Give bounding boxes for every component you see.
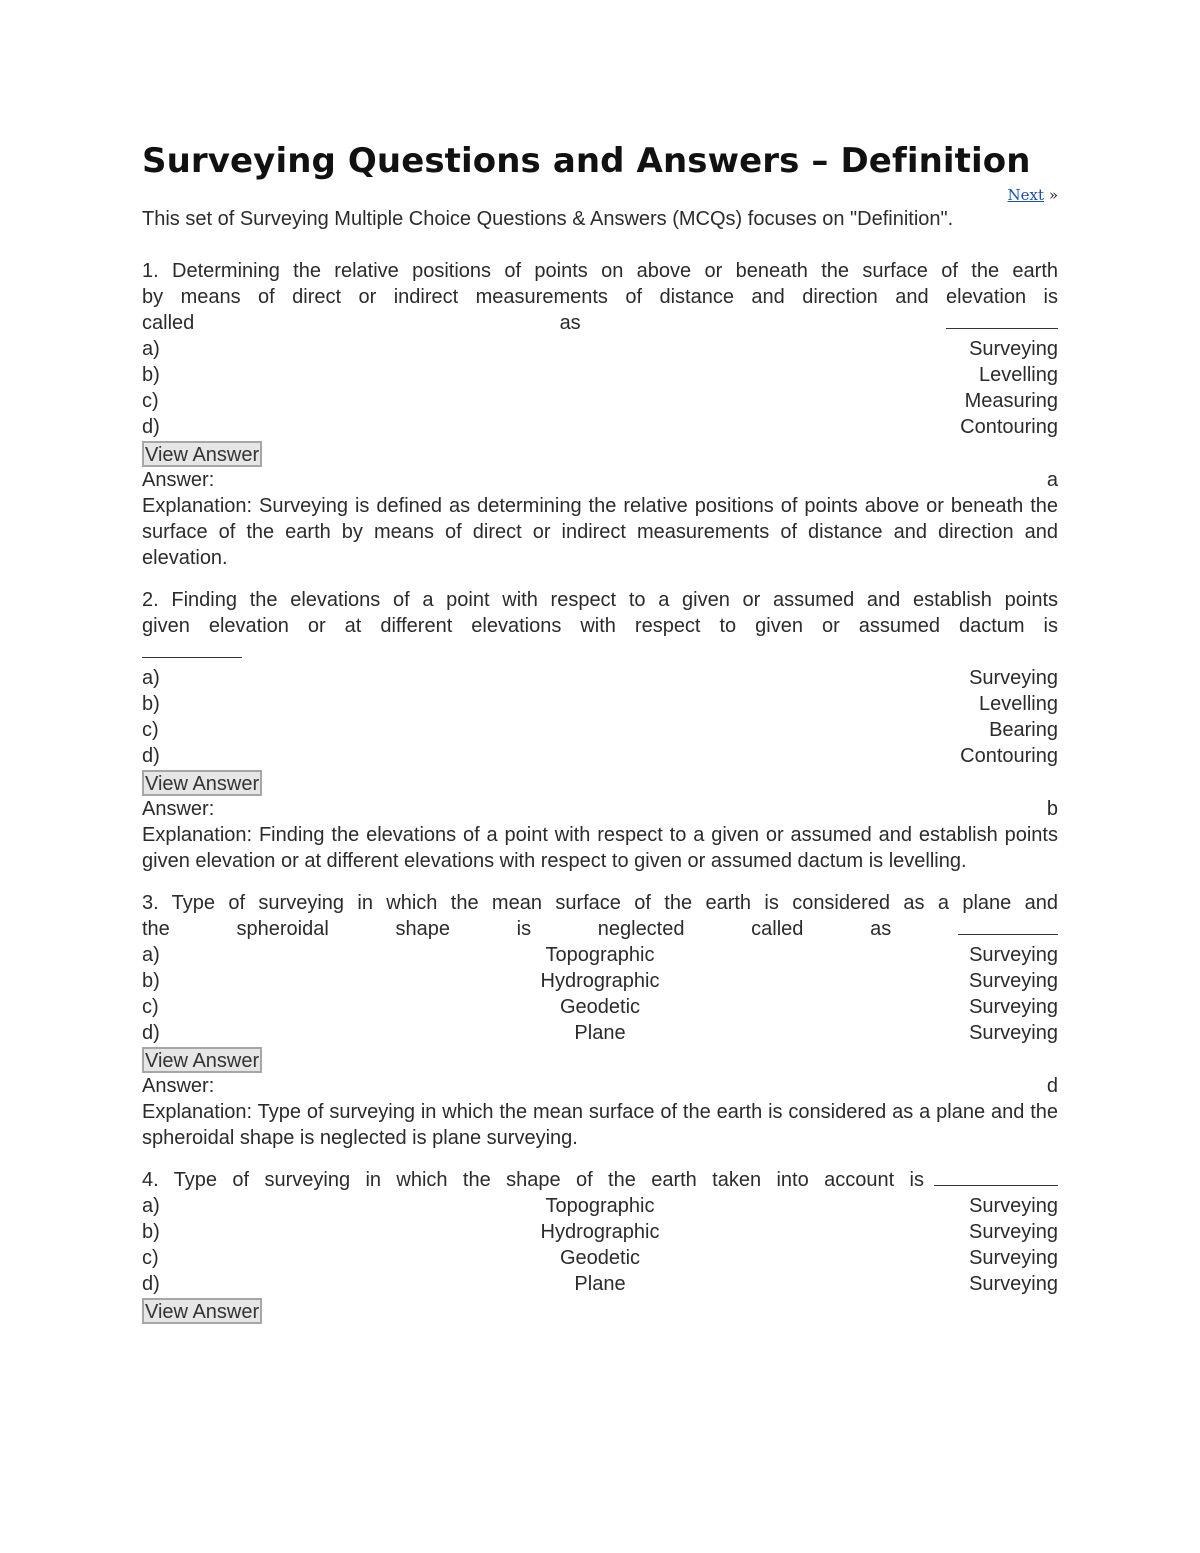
option-middle-text: Topographic [545, 1195, 655, 1217]
option-middle-text: Geodetic [559, 1247, 641, 1269]
question-line-with-blank [142, 310, 1058, 336]
option-row [142, 1020, 1058, 1046]
view-answer-button[interactable]: View Answer [142, 770, 262, 796]
option-letter: a) [142, 338, 160, 360]
option-letter: d) [142, 1022, 160, 1044]
next-link[interactable]: Next [1007, 186, 1045, 204]
option-row [142, 1271, 1058, 1297]
question-text-part: the [142, 918, 170, 940]
question-text-part: shape [395, 918, 450, 940]
option-text: Surveying [969, 1247, 1058, 1269]
option-middle-text: Geodetic [559, 996, 641, 1018]
option-text: Surveying [969, 996, 1058, 1018]
view-answer-button[interactable]: View Answer [142, 441, 262, 467]
option-letter: c) [142, 996, 159, 1018]
answer-row [142, 467, 1058, 493]
question-line: by means of direct or indirect measurements of distance and direction and elevation is [142, 286, 1058, 308]
option-row [142, 665, 1058, 691]
question-line: 3. Type of surveying in which the mean surface of the earth is considered as a plane and [142, 892, 1058, 914]
view-answer-button[interactable]: View Answer [142, 1298, 262, 1324]
option-text: Contouring [960, 416, 1058, 438]
option-middle-text: Hydrographic [540, 1221, 660, 1243]
option-middle-text: Hydrographic [540, 970, 660, 992]
option-text: Surveying [969, 1022, 1058, 1044]
explanation-text: Explanation: Type of surveying in which the mean surface of the earth is considered as a plane and the spheroidal shape is neglected is plane surveying. [142, 1101, 1058, 1149]
option-letter: d) [142, 1273, 160, 1295]
option-text: Surveying [969, 1221, 1058, 1243]
option-text: Bearing [989, 719, 1058, 741]
option-row [142, 1219, 1058, 1245]
question-text-part: called [751, 918, 804, 940]
nav-row [142, 184, 1058, 206]
option-row [142, 1193, 1058, 1219]
question-line-with-blank [142, 639, 1058, 665]
question-text-part: called [142, 312, 195, 334]
option-letter: a) [142, 667, 160, 689]
option-letter: d) [142, 416, 160, 438]
intro-text: This set of Surveying Multiple Choice Questions & Answers (MCQs) focuses on "Definition". [142, 208, 954, 230]
question-2 [142, 587, 1058, 874]
answer-value: a [1046, 469, 1058, 491]
option-row [142, 362, 1058, 388]
question-line: 1. Determining the relative positions of points on above or beneath the surface of the earth [142, 260, 1058, 282]
option-text: Surveying [969, 338, 1058, 360]
question-line: given elevation or at different elevations with respect to given or assumed dactum is [142, 615, 1058, 637]
option-middle-text: Plane [574, 1273, 626, 1295]
document-content [142, 138, 1058, 1340]
option-row [142, 691, 1058, 717]
option-row [142, 743, 1058, 769]
answer-blank [934, 1167, 1058, 1186]
option-text: Surveying [969, 944, 1058, 966]
explanation-text: Explanation: Surveying is defined as determining the relative positions of points above or beneath the surface of the earth by means of direct or indirect measurements of distance and direction and elevation. [142, 495, 1058, 569]
option-text: Surveying [969, 1273, 1058, 1295]
option-letter: b) [142, 1221, 160, 1243]
explanation-text: Explanation: Finding the elevations of a point with respect to a given or assumed and establish points given elevation or at different elevations with respect to given or assumed dactum is levelling. [142, 824, 1058, 872]
question-text-part: as [559, 312, 581, 334]
question-line-with-blank [142, 916, 1058, 942]
answer-label: Answer: [142, 1075, 215, 1097]
option-row [142, 336, 1058, 362]
option-text: Levelling [979, 693, 1058, 715]
option-letter: c) [142, 719, 159, 741]
question-4 [142, 1167, 1058, 1324]
option-middle-text: Plane [574, 1022, 626, 1044]
question-line: 2. Finding the elevations of a point with respect to a given or assumed and establish points [142, 589, 1058, 611]
option-text: Contouring [960, 745, 1058, 767]
option-letter: c) [142, 390, 159, 412]
question-text-part: is [516, 918, 532, 940]
next-arrow-icon: » [1048, 186, 1058, 204]
question-1 [142, 258, 1058, 571]
answer-blank [958, 916, 1058, 935]
option-row [142, 994, 1058, 1020]
page-title: Surveying Questions and Answers – Definition [142, 141, 1031, 181]
answer-row [142, 796, 1058, 822]
answer-row [142, 1073, 1058, 1099]
option-letter: b) [142, 364, 160, 386]
option-text: Surveying [969, 1195, 1058, 1217]
answer-value: b [1046, 798, 1058, 820]
option-letter: b) [142, 970, 160, 992]
option-row [142, 942, 1058, 968]
option-letter: b) [142, 693, 160, 715]
answer-blank [946, 310, 1058, 329]
question-text-part: spheroidal [236, 918, 329, 940]
option-text: Levelling [979, 364, 1058, 386]
question-text-part: as [870, 918, 892, 940]
option-text: Surveying [969, 667, 1058, 689]
option-text: Surveying [969, 970, 1058, 992]
answer-blank [142, 639, 242, 658]
question-3 [142, 890, 1058, 1151]
answer-label: Answer: [142, 469, 215, 491]
question-line: 4. Type of surveying in which the shape of the earth taken into account is [142, 1169, 924, 1191]
option-letter: a) [142, 1195, 160, 1217]
option-letter: a) [142, 944, 160, 966]
option-row [142, 717, 1058, 743]
question-text-part: neglected [597, 918, 685, 940]
option-row [142, 414, 1058, 440]
option-row [142, 1245, 1058, 1271]
option-letter: c) [142, 1247, 159, 1269]
option-letter: d) [142, 745, 160, 767]
option-row [142, 388, 1058, 414]
option-middle-text: Topographic [545, 944, 655, 966]
question-line-with-blank [142, 1167, 1058, 1193]
answer-label: Answer: [142, 798, 215, 820]
view-answer-button[interactable]: View Answer [142, 1047, 262, 1073]
option-text: Measuring [964, 390, 1058, 412]
option-row [142, 968, 1058, 994]
answer-value: d [1046, 1075, 1058, 1097]
